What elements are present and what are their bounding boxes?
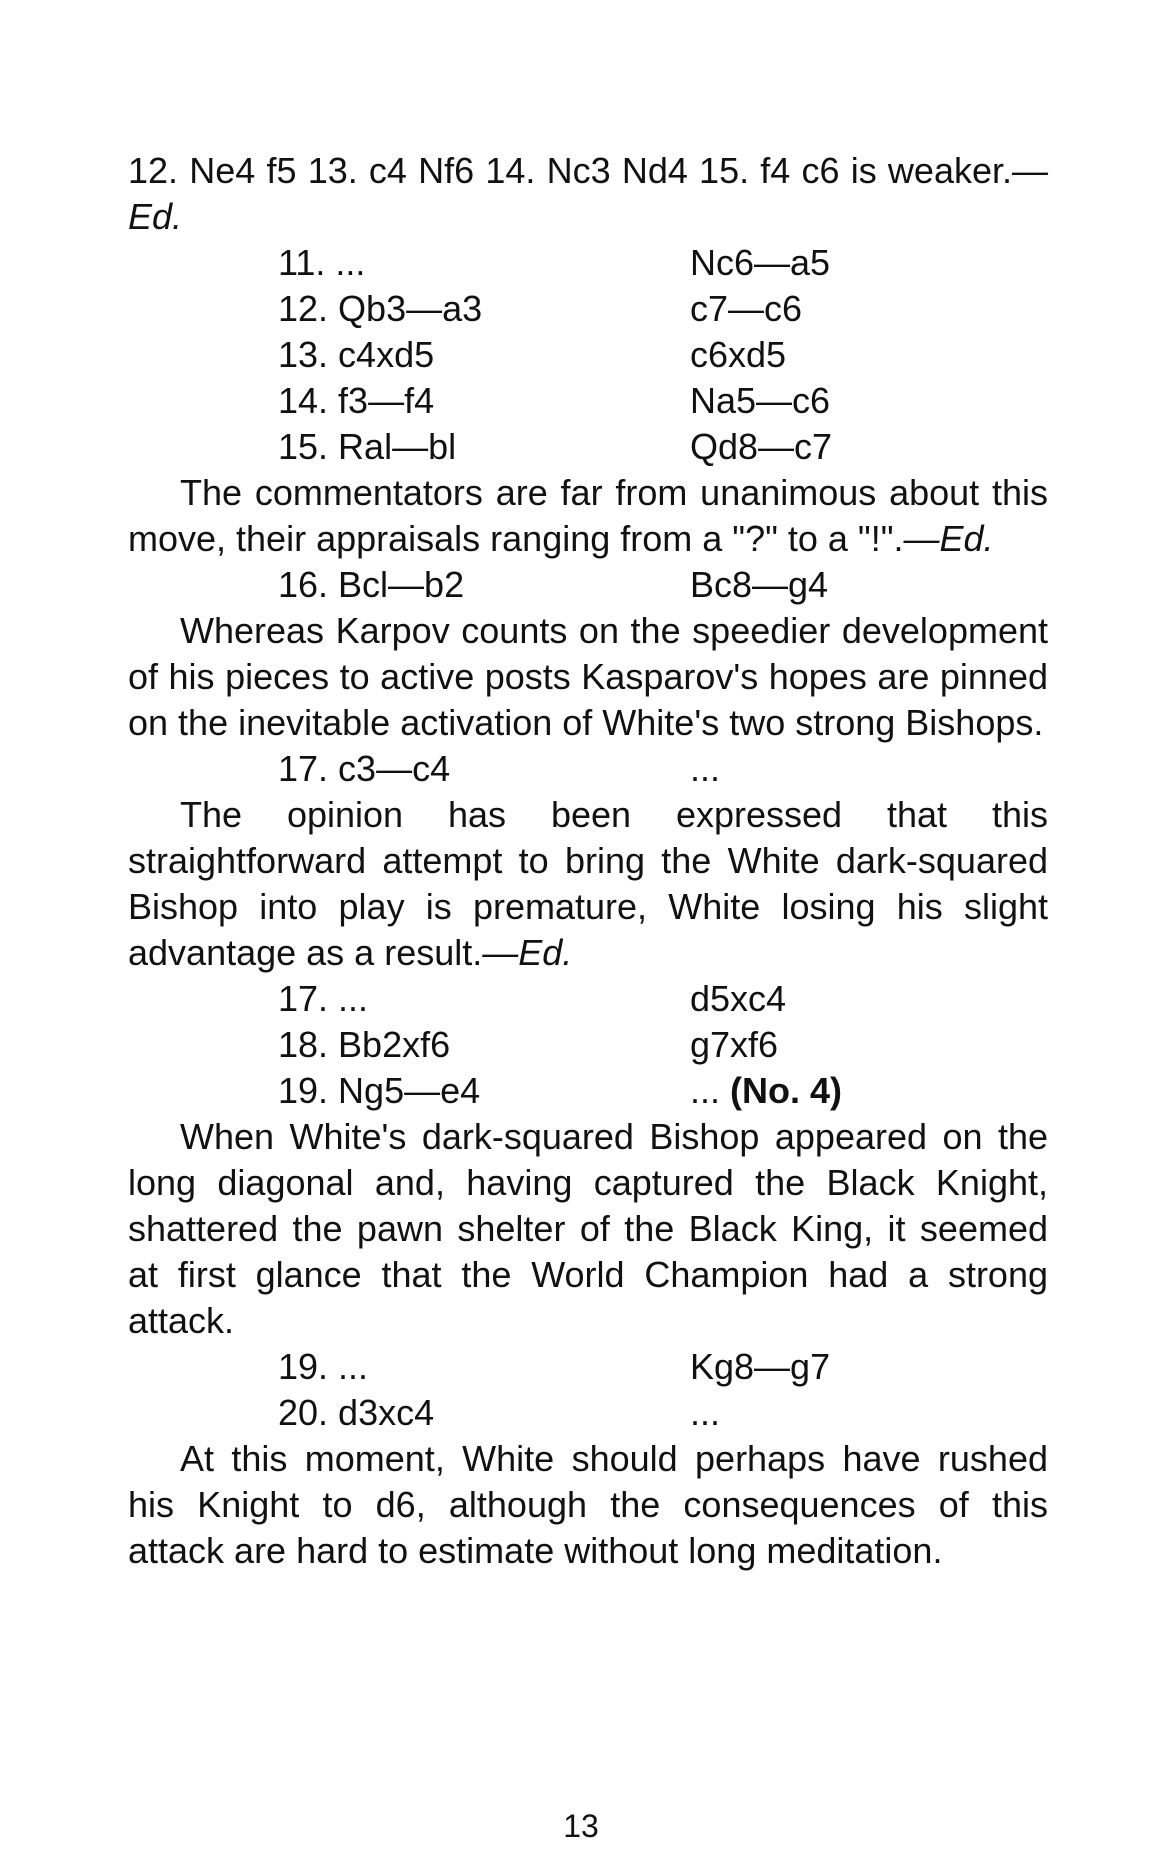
intro-note: [128, 148, 1048, 240]
editor-mark: —Ed.: [128, 150, 1048, 237]
editor-mark: —Ed.: [482, 932, 573, 973]
black-move: ...: [690, 748, 721, 789]
white-move: 17. ...: [278, 978, 369, 1019]
black-move: Qd8—c7: [690, 426, 833, 467]
editor-mark: —Ed.: [903, 518, 994, 559]
commentary-paragraph: [128, 1436, 1048, 1574]
white-move: 16. Bcl—b2: [278, 564, 465, 605]
white-move: 14. f3—f4: [278, 380, 435, 421]
diagram-reference: (No. 4): [730, 1070, 843, 1111]
commentary-paragraph: [128, 470, 1048, 562]
black-move: g7xf6: [690, 1024, 779, 1065]
commentary-text: Whereas Karpov counts on the speedier development of his pieces to active posts Kasparov's hopes are pinned on the inevitable activation of White's two strong Bishops.: [128, 610, 1048, 743]
move-row: [128, 1344, 1048, 1390]
black-move: ...: [690, 1392, 721, 1433]
black-move: [690, 1068, 842, 1114]
black-move: Bc8—g4: [690, 564, 829, 605]
white-move: 18. Bb2xf6: [278, 1024, 451, 1065]
move-row: [128, 976, 1048, 1022]
commentary-paragraph: [128, 1114, 1048, 1344]
move-row: [128, 1068, 1048, 1114]
white-move: 12. Qb3—a3: [278, 288, 483, 329]
commentary-text: The commentators are far from unanimous about this move, their appraisals ranging from a "?" to a "!".: [128, 472, 1048, 559]
black-move: Kg8—g7: [690, 1346, 831, 1387]
page-number: 13: [563, 1808, 599, 1844]
move-row: [128, 562, 1048, 608]
black-move: Na5—c6: [690, 380, 831, 421]
move-row: [128, 1022, 1048, 1068]
move-row: [128, 746, 1048, 792]
commentary-text: When White's dark-squared Bishop appeared on the long diagonal and, having captured the Black Knight, shattered the pawn shelter of the Black King, it seemed at first glance that the World Champion had a strong attack.: [128, 1116, 1048, 1341]
white-move: 19. Ng5—e4: [278, 1070, 481, 1111]
white-move: 15. Ral—bl: [278, 426, 457, 467]
commentary-text: The opinion has been expressed that this straightforward attempt to bring the White dark-squared Bishop into play is premature, White losing his slight advantage as a result.: [128, 794, 1048, 973]
commentary-text: At this moment, White should perhaps have rushed his Knight to d6, although the consequences of this attack are hard to estimate without long meditation.: [128, 1438, 1048, 1571]
move-row: [128, 332, 1048, 378]
page-body: [128, 148, 1048, 1574]
intro-note-text: 12. Ne4 f5 13. c4 Nf6 14. Nc3 Nd4 15. f4 c6 is weaker.: [128, 150, 1012, 191]
white-move: 19. ...: [278, 1346, 369, 1387]
black-move: c6xd5: [690, 334, 787, 375]
black-move: Nc6—a5: [690, 242, 831, 283]
move-row: [128, 1390, 1048, 1436]
move-row: [128, 424, 1048, 470]
move-row: [128, 286, 1048, 332]
move-row: [128, 240, 1048, 286]
move-row: [128, 378, 1048, 424]
white-move: 17. c3—c4: [278, 748, 451, 789]
black-move: d5xc4: [690, 978, 787, 1019]
commentary-paragraph: [128, 608, 1048, 746]
black-move-ellipsis: ...: [690, 1070, 721, 1111]
commentary-paragraph: [128, 792, 1048, 976]
white-move: 13. c4xd5: [278, 334, 435, 375]
white-move: 20. d3xc4: [278, 1392, 435, 1433]
black-move: c7—c6: [690, 288, 803, 329]
white-move: 11. ...: [278, 242, 366, 283]
